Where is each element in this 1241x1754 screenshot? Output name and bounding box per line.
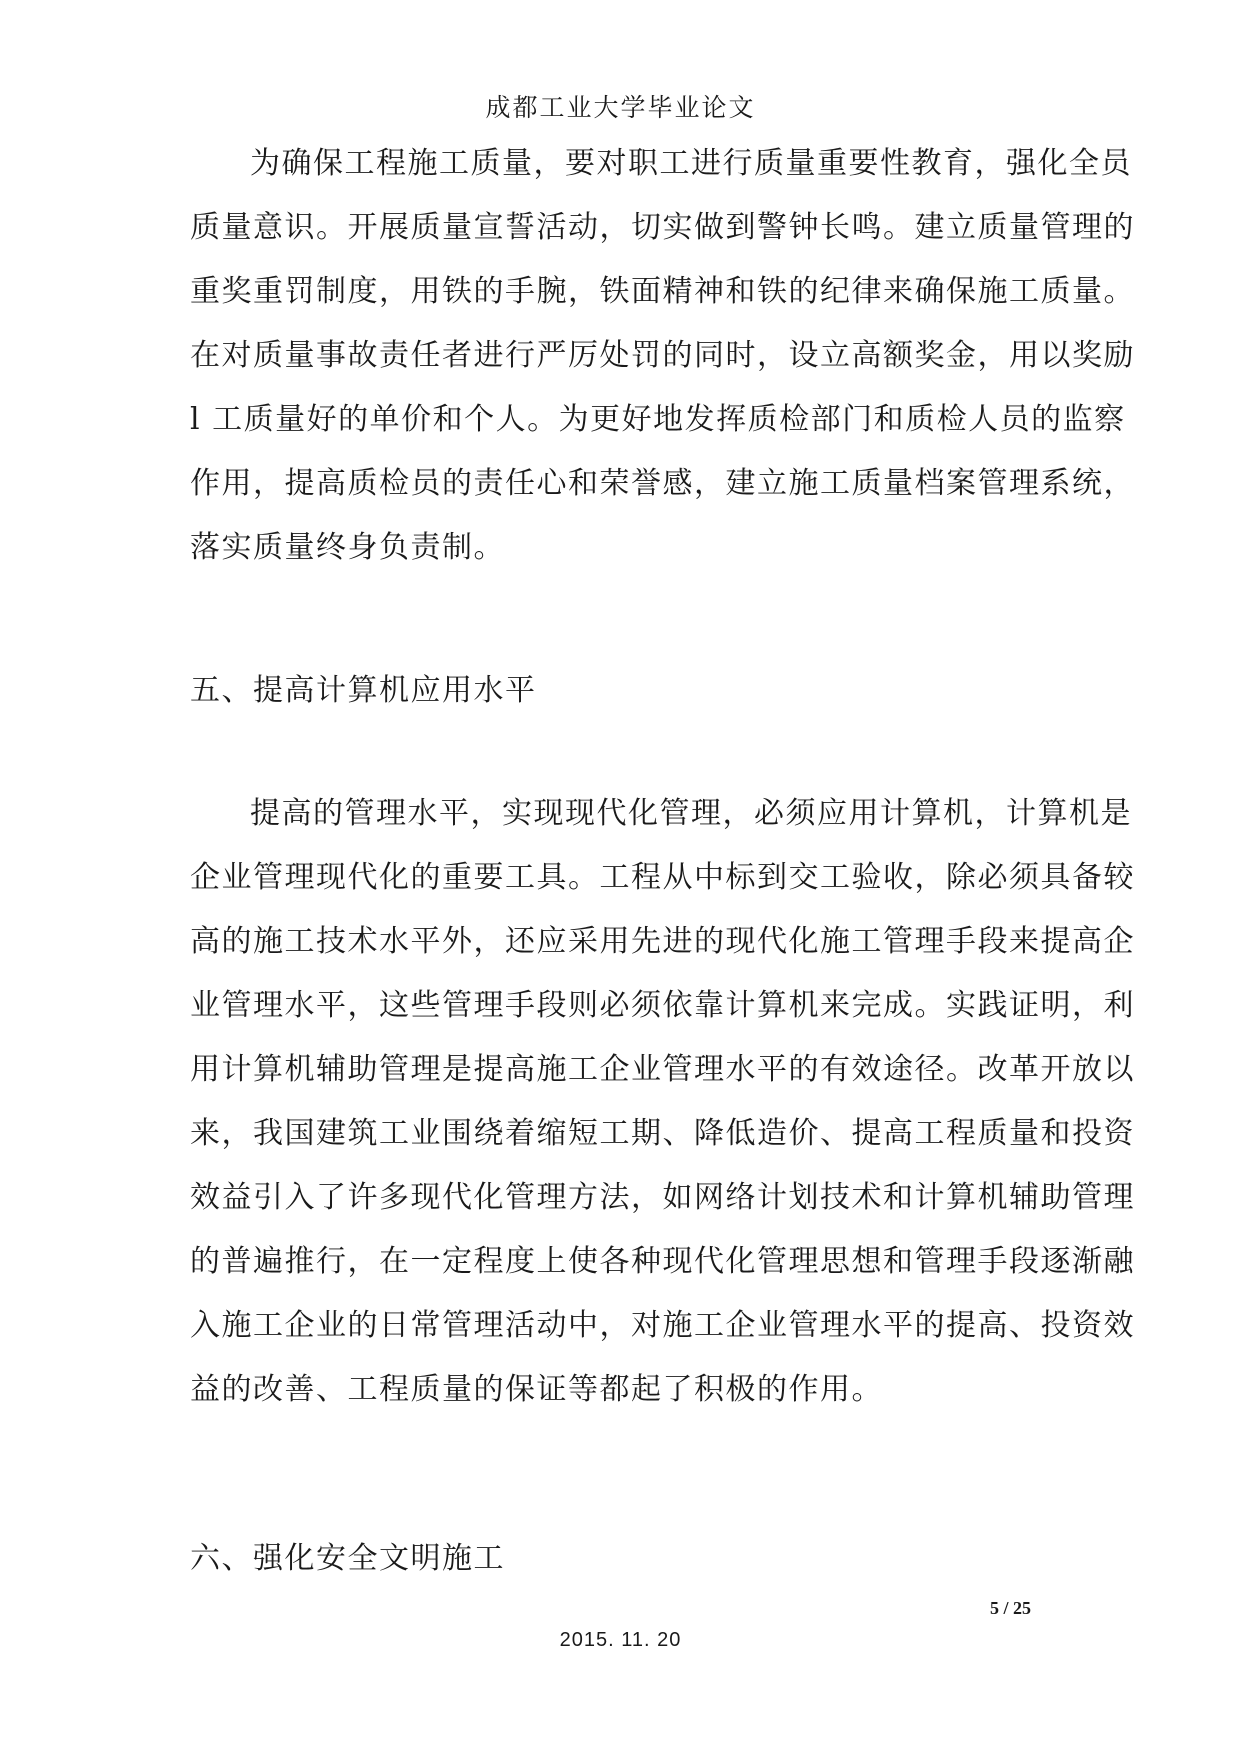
section-heading-safety: 六、强化安全文明施工: [190, 1541, 505, 1576]
paragraph-line: 质量意识。开展质量宣誓活动，切实做到警钟长鸣。建立质量管理的: [190, 210, 1135, 245]
page-number: 5 / 25: [990, 1598, 1032, 1618]
paragraph-line: l 工质量好的单价和个人。为更好地发挥质检部门和质检人员的监察: [190, 402, 1126, 437]
paragraph-line: 入施工企业的日常管理活动中，对施工企业管理水平的提高、投资效: [190, 1308, 1135, 1343]
page-header-title: 成都工业大学毕业论文: [485, 93, 756, 122]
paragraph-line: 效益引入了许多现代化管理方法，如网络计划技术和计算机辅助管理: [190, 1180, 1135, 1215]
page-date: 2015. 11. 20: [559, 1629, 682, 1651]
paragraph-line: 企业管理现代化的重要工具。工程从中标到交工验收，除必须具备较: [190, 860, 1135, 895]
paragraph-line: 来，我国建筑工业围绕着缩短工期、降低造价、提高工程质量和投资: [190, 1116, 1135, 1151]
paragraph-line: 益的改善、工程质量的保证等都起了积极的作用。: [190, 1372, 883, 1407]
section-heading-computer-application: 五、提高计算机应用水平: [190, 673, 537, 708]
paragraph-line: 的普遍推行，在一定程度上使各种现代化管理思想和管理手段逐渐融: [190, 1244, 1135, 1279]
paragraph-line: 为确保工程施工质量，要对职工进行质量重要性教育，强化全员: [250, 146, 1132, 181]
paragraph-line: 落实质量终身负责制。: [190, 530, 505, 565]
paragraph-line: 作用，提高质检员的责任心和荣誉感，建立施工质量档案管理系统，: [190, 466, 1135, 501]
paragraph-line: 高的施工技术水平外，还应采用先进的现代化施工管理手段来提高企: [190, 924, 1135, 959]
paragraph-line: 在对质量事故责任者进行严厉处罚的同时，设立高额奖金，用以奖励: [190, 338, 1135, 373]
paragraph-computer-application: [190, 782, 1135, 1422]
paragraph-quality-assurance: [190, 132, 1135, 580]
paragraph-line: 重奖重罚制度，用铁的手腕，铁面精神和铁的纪律来确保施工质量。: [190, 274, 1135, 309]
paragraph-line: 业管理水平，这些管理手段则必须依靠计算机来完成。实践证明，利: [190, 988, 1135, 1023]
paragraph-line: 提高的管理水平，实现现代化管理，必须应用计算机，计算机是: [250, 796, 1132, 831]
paragraph-line: 用计算机辅助管理是提高施工企业管理水平的有效途径。改革开放以: [190, 1052, 1135, 1087]
